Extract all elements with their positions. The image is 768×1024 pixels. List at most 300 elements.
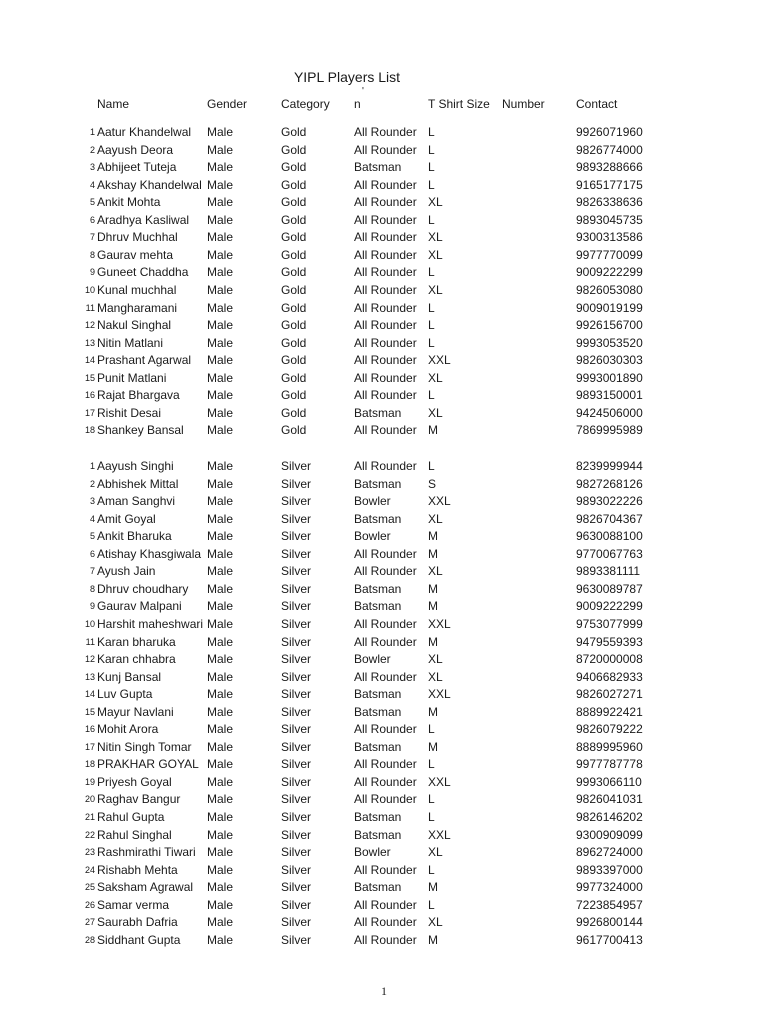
table-row <box>0 300 768 317</box>
player-contact: 8962724000 <box>576 845 643 860</box>
table-row <box>0 493 768 510</box>
player-tshirt-size: XL <box>428 511 443 526</box>
player-gender: Male <box>207 353 234 368</box>
row-number: 27 <box>84 917 95 928</box>
player-tshirt-size: M <box>428 739 438 754</box>
table-row <box>0 563 768 580</box>
row-number: 18 <box>84 759 95 770</box>
player-contact: 9770067763 <box>576 546 643 561</box>
player-gender: Male <box>207 300 234 315</box>
table-row <box>0 264 768 281</box>
row-number: 22 <box>84 829 95 840</box>
table-row <box>0 581 768 598</box>
player-name: Rahul Singhal <box>97 827 172 842</box>
player-tshirt-size: L <box>428 125 435 139</box>
player-gender: Male <box>207 722 234 737</box>
player-role: All Rounder <box>354 212 417 227</box>
player-category: Silver <box>281 476 312 491</box>
player-category: Gold <box>281 300 307 315</box>
player-tshirt-size: XL <box>428 195 443 210</box>
player-name: Dhruv choudhary <box>97 581 189 596</box>
player-name: Saksham Agrawal <box>97 880 194 895</box>
player-name: Saurabh Dafria <box>97 915 178 930</box>
player-category: Gold <box>281 318 307 333</box>
player-tshirt-size: XL <box>428 405 443 420</box>
player-contact: 9993001890 <box>576 370 643 385</box>
player-gender: Male <box>207 476 234 491</box>
player-name: Nitin Singh Tomar <box>97 739 192 754</box>
player-category: Gold <box>281 160 307 175</box>
row-number: 10 <box>84 284 95 295</box>
header-tick-mark: ' <box>362 86 364 97</box>
player-contact: 9300909099 <box>576 827 643 842</box>
player-contact: 9630089787 <box>576 581 643 596</box>
player-contact: 8889995960 <box>576 739 643 754</box>
player-role: All Rounder <box>354 265 417 280</box>
player-category: Gold <box>281 282 307 297</box>
player-role: All Rounder <box>354 792 417 807</box>
player-tshirt-size: L <box>428 792 435 807</box>
player-contact: 9893150001 <box>576 388 643 403</box>
player-contact: 9424506000 <box>576 405 643 420</box>
player-name: Dhruv Muchhal <box>97 230 178 245</box>
player-gender: Male <box>207 915 234 930</box>
header-tshirt-size: T Shirt Size <box>428 97 490 111</box>
player-role: All Rounder <box>354 423 417 438</box>
player-contact: 9826146202 <box>576 810 643 824</box>
player-category: Gold <box>281 247 307 262</box>
player-tshirt-size: M <box>428 529 438 544</box>
player-gender: Male <box>207 282 234 297</box>
row-number: 11 <box>85 302 95 313</box>
player-name: Abhishek Mittal <box>97 476 179 491</box>
table-row <box>0 616 768 633</box>
row-number: 23 <box>84 847 95 858</box>
player-role: All Rounder <box>354 142 417 157</box>
player-contact: 9009019199 <box>576 300 643 315</box>
table-row <box>0 827 768 844</box>
player-category: Gold <box>281 405 307 420</box>
row-number: 16 <box>84 390 95 401</box>
player-gender: Male <box>207 634 234 649</box>
player-contact: 9826041031 <box>576 792 643 807</box>
player-gender: Male <box>207 652 234 667</box>
player-tshirt-size: L <box>428 160 435 175</box>
player-name: Priyesh Goyal <box>97 774 172 789</box>
player-role: Batsman <box>354 827 402 842</box>
player-name: Atishay Khasgiwala <box>97 546 202 561</box>
table-row <box>0 177 768 194</box>
player-role: All Rounder <box>354 177 417 192</box>
player-contact: 9479559393 <box>576 634 643 649</box>
player-category: Gold <box>281 265 307 280</box>
table-row <box>0 897 768 914</box>
row-number: 4 <box>89 179 95 190</box>
player-role: Bowler <box>354 652 391 667</box>
player-gender: Male <box>207 845 234 860</box>
player-category: Silver <box>281 897 312 912</box>
player-tshirt-size: XXL <box>428 616 451 631</box>
player-gender: Male <box>207 125 234 139</box>
player-contact: 9893381111 <box>576 564 641 579</box>
player-category: Silver <box>281 652 312 667</box>
player-tshirt-size: XXL <box>428 687 451 702</box>
player-category: Silver <box>281 862 312 877</box>
table-row <box>0 739 768 756</box>
player-gender: Male <box>207 529 234 544</box>
player-gender: Male <box>207 792 234 807</box>
table-row <box>0 387 768 404</box>
player-name: Gaurav Malpani <box>97 599 182 614</box>
player-name: Samar verma <box>97 897 170 912</box>
player-tshirt-size: XXL <box>428 774 451 789</box>
row-number: 21 <box>84 812 95 822</box>
player-name: Guneet Chaddha <box>97 265 189 280</box>
row-number: 20 <box>84 794 95 805</box>
player-role: All Rounder <box>354 282 417 297</box>
player-contact: 9630088100 <box>576 529 643 544</box>
row-number: 1 <box>89 127 95 137</box>
player-contact: 9406682933 <box>576 669 643 684</box>
player-gender: Male <box>207 546 234 561</box>
player-role: Bowler <box>354 529 391 544</box>
player-contact: 8720000008 <box>576 652 643 667</box>
player-tshirt-size: L <box>428 300 435 315</box>
player-tshirt-size: M <box>428 880 438 895</box>
row-number: 15 <box>84 706 95 717</box>
player-contact: 7869995989 <box>576 423 643 438</box>
player-gender: Male <box>207 687 234 702</box>
player-role: All Rounder <box>354 353 417 368</box>
player-category: Silver <box>281 529 312 544</box>
player-role: All Rounder <box>354 634 417 649</box>
player-contact: 9893288666 <box>576 160 643 175</box>
player-contact: 9826704367 <box>576 511 643 526</box>
table-row <box>0 422 768 439</box>
player-contact: 9827268126 <box>576 476 643 491</box>
player-category: Silver <box>281 669 312 684</box>
player-category: Silver <box>281 687 312 702</box>
player-contact: 9826338636 <box>576 195 643 210</box>
row-number: 13 <box>84 671 95 682</box>
player-category: Gold <box>281 195 307 210</box>
player-tshirt-size: L <box>428 722 435 737</box>
player-gender: Male <box>207 494 234 509</box>
header-name: Name <box>97 97 130 111</box>
player-gender: Male <box>207 423 234 438</box>
header-category: Category <box>281 97 330 111</box>
player-tshirt-size: XL <box>428 652 443 667</box>
row-number: 6 <box>89 214 95 225</box>
row-number: 6 <box>89 548 95 559</box>
player-name: Mohit Arora <box>97 722 159 737</box>
player-category: Silver <box>281 792 312 807</box>
table-header <box>0 96 768 113</box>
row-number: 19 <box>84 776 95 787</box>
player-gender: Male <box>207 247 234 262</box>
table-row <box>0 282 768 299</box>
table-row <box>0 229 768 246</box>
player-tshirt-size: XL <box>428 247 443 262</box>
player-tshirt-size: XL <box>428 669 443 684</box>
row-number: 1 <box>89 461 95 471</box>
player-name: Gaurav mehta <box>97 247 174 262</box>
player-role: Batsman <box>354 405 402 420</box>
table-row <box>0 879 768 896</box>
player-name: Ankit Bharuka <box>97 529 172 544</box>
player-tshirt-size: XXL <box>428 494 451 509</box>
player-gender: Male <box>207 932 234 947</box>
player-contact: 9826053080 <box>576 282 643 297</box>
player-name: Mayur Navlani <box>97 704 174 719</box>
row-number: 9 <box>89 601 95 612</box>
player-name: Aayush Deora <box>97 142 174 157</box>
player-contact: 9826079222 <box>576 722 643 737</box>
player-role: All Rounder <box>354 195 417 210</box>
header-role: n <box>354 97 361 111</box>
table-row <box>0 932 768 949</box>
player-category: Silver <box>281 616 312 631</box>
player-name: Ayush Jain <box>97 564 156 579</box>
table-row <box>0 721 768 738</box>
player-category: Gold <box>281 335 307 350</box>
table-row <box>0 634 768 651</box>
player-category: Silver <box>281 810 312 824</box>
player-role: All Rounder <box>354 774 417 789</box>
player-tshirt-size: S <box>428 476 437 491</box>
player-tshirt-size: L <box>428 810 435 824</box>
player-role: All Rounder <box>354 669 417 684</box>
player-tshirt-size: L <box>428 265 435 280</box>
row-number: 8 <box>89 583 95 594</box>
player-category: Gold <box>281 388 307 403</box>
table-row <box>0 511 768 528</box>
player-contact: 9826027271 <box>576 687 643 702</box>
player-tshirt-size: L <box>428 318 435 333</box>
row-number: 4 <box>89 513 95 524</box>
player-contact: 8239999944 <box>576 459 643 473</box>
table-row <box>0 142 768 159</box>
player-contact: 9977787778 <box>576 757 643 772</box>
row-number: 14 <box>84 355 95 366</box>
player-tshirt-size: XL <box>428 915 443 930</box>
row-number: 5 <box>89 531 95 542</box>
row-number: 5 <box>89 197 95 208</box>
player-role: Bowler <box>354 494 391 509</box>
player-role: Batsman <box>354 810 402 824</box>
player-category: Silver <box>281 774 312 789</box>
player-name: Kunal muchhal <box>97 282 177 297</box>
player-gender: Male <box>207 774 234 789</box>
player-name: Karan chhabra <box>97 652 176 667</box>
player-role: All Rounder <box>354 230 417 245</box>
player-tshirt-size: M <box>428 581 438 596</box>
player-role: Bowler <box>354 845 391 860</box>
player-tshirt-size: L <box>428 335 435 350</box>
table-row <box>0 598 768 615</box>
player-tshirt-size: M <box>428 634 438 649</box>
player-role: Batsman <box>354 476 402 491</box>
row-number: 17 <box>84 407 95 418</box>
table-row <box>0 335 768 352</box>
player-gender: Male <box>207 142 234 157</box>
player-category: Silver <box>281 932 312 947</box>
player-tshirt-size: XL <box>428 230 443 245</box>
player-role: Batsman <box>354 704 402 719</box>
table-row <box>0 914 768 931</box>
player-name: PRAKHAR GOYAL <box>97 757 199 772</box>
player-gender: Male <box>207 739 234 754</box>
player-name: Karan bharuka <box>97 634 176 649</box>
player-role: All Rounder <box>354 932 417 947</box>
player-gender: Male <box>207 616 234 631</box>
player-name: Rishabh Mehta <box>97 862 178 877</box>
table-row <box>0 124 768 141</box>
player-tshirt-size: XL <box>428 564 443 579</box>
player-gender: Male <box>207 212 234 227</box>
table-row <box>0 528 768 545</box>
player-name: Punit Matlani <box>97 370 167 385</box>
player-gender: Male <box>207 704 234 719</box>
row-number: 7 <box>89 566 95 577</box>
player-gender: Male <box>207 160 234 175</box>
player-contact: 9617700413 <box>576 932 643 947</box>
player-role: Batsman <box>354 581 402 596</box>
player-role: All Rounder <box>354 125 417 139</box>
player-category: Silver <box>281 511 312 526</box>
table-row <box>0 704 768 721</box>
table-row <box>0 212 768 229</box>
player-category: Gold <box>281 423 307 438</box>
player-tshirt-size: L <box>428 862 435 877</box>
player-tshirt-size: L <box>428 459 435 473</box>
player-name: Siddhant Gupta <box>97 932 181 947</box>
player-role: All Rounder <box>354 915 417 930</box>
player-contact: 9926156700 <box>576 318 643 333</box>
player-tshirt-size: M <box>428 599 438 614</box>
row-number: 28 <box>84 934 95 945</box>
player-category: Silver <box>281 546 312 561</box>
player-tshirt-size: L <box>428 757 435 772</box>
player-category: Gold <box>281 177 307 192</box>
player-gender: Male <box>207 265 234 280</box>
table-row <box>0 809 768 826</box>
row-number: 24 <box>84 864 95 875</box>
player-category: Silver <box>281 564 312 579</box>
header-gender: Gender <box>207 97 248 111</box>
player-role: Batsman <box>354 599 402 614</box>
player-gender: Male <box>207 388 234 403</box>
player-role: Batsman <box>354 511 402 526</box>
player-gender: Male <box>207 177 234 192</box>
player-role: All Rounder <box>354 318 417 333</box>
table-row <box>0 844 768 861</box>
table-row <box>0 352 768 369</box>
player-role: Batsman <box>354 160 402 175</box>
header-number: Number <box>502 97 545 111</box>
player-contact: 9893022226 <box>576 494 643 509</box>
row-number: 12 <box>84 320 95 331</box>
player-gender: Male <box>207 564 234 579</box>
player-name: Amit Goyal <box>97 511 156 526</box>
player-name: Aman Sanghvi <box>97 494 176 509</box>
player-category: Gold <box>281 142 307 157</box>
row-number: 3 <box>89 496 95 507</box>
player-category: Gold <box>281 125 307 139</box>
table-row <box>0 546 768 563</box>
row-number: 2 <box>89 478 95 489</box>
player-tshirt-size: L <box>428 177 435 192</box>
player-contact: 8889922421 <box>576 704 643 719</box>
player-contact: 9753077999 <box>576 616 643 631</box>
player-category: Silver <box>281 915 312 930</box>
page-number: 1 <box>381 984 387 998</box>
row-number: 26 <box>84 899 95 910</box>
player-category: Silver <box>281 827 312 842</box>
player-gender: Male <box>207 230 234 245</box>
player-name: Nakul Singhal <box>97 318 172 333</box>
player-role: All Rounder <box>354 897 417 912</box>
player-name: Abhijeet Tuteja <box>97 160 177 175</box>
table-row <box>0 159 768 176</box>
player-role: All Rounder <box>354 616 417 631</box>
table-row <box>0 756 768 773</box>
table-row <box>0 317 768 334</box>
player-category: Silver <box>281 634 312 649</box>
player-gender: Male <box>207 880 234 895</box>
table-row <box>0 370 768 387</box>
player-role: All Rounder <box>354 388 417 403</box>
player-name: Harshit maheshwari <box>97 616 204 631</box>
player-name: Aayush Singhi <box>97 459 174 473</box>
player-gender: Male <box>207 511 234 526</box>
row-number: 15 <box>84 372 95 383</box>
player-role: All Rounder <box>354 370 417 385</box>
row-number: 13 <box>84 337 95 348</box>
player-tshirt-size: XXL <box>428 827 451 842</box>
player-role: All Rounder <box>354 300 417 315</box>
player-category: Silver <box>281 880 312 895</box>
player-role: All Rounder <box>354 459 417 473</box>
player-name: Rishit Desai <box>97 405 162 420</box>
player-tshirt-size: L <box>428 212 435 227</box>
table-row <box>0 669 768 686</box>
player-contact: 9826774000 <box>576 142 643 157</box>
table-row <box>0 686 768 703</box>
player-contact: 7223854957 <box>576 897 643 912</box>
player-tshirt-size: XL <box>428 370 443 385</box>
player-category: Silver <box>281 739 312 754</box>
player-name: Raghav Bangur <box>97 792 181 807</box>
table-row <box>0 651 768 668</box>
player-role: All Rounder <box>354 564 417 579</box>
player-contact: 9893045735 <box>576 212 643 227</box>
player-contact: 9300313586 <box>576 230 643 245</box>
row-number: 11 <box>85 636 95 647</box>
player-contact: 9926800144 <box>576 915 643 930</box>
player-name: Prashant Agarwal <box>97 353 192 368</box>
row-number: 8 <box>89 249 95 260</box>
table-row <box>0 458 768 475</box>
player-gender: Male <box>207 195 234 210</box>
row-number: 2 <box>89 144 95 155</box>
table-row <box>0 247 768 264</box>
player-gender: Male <box>207 405 234 420</box>
player-category: Silver <box>281 581 312 596</box>
player-contact: 9165177175 <box>576 177 643 192</box>
player-gender: Male <box>207 599 234 614</box>
row-number: 12 <box>84 654 95 665</box>
